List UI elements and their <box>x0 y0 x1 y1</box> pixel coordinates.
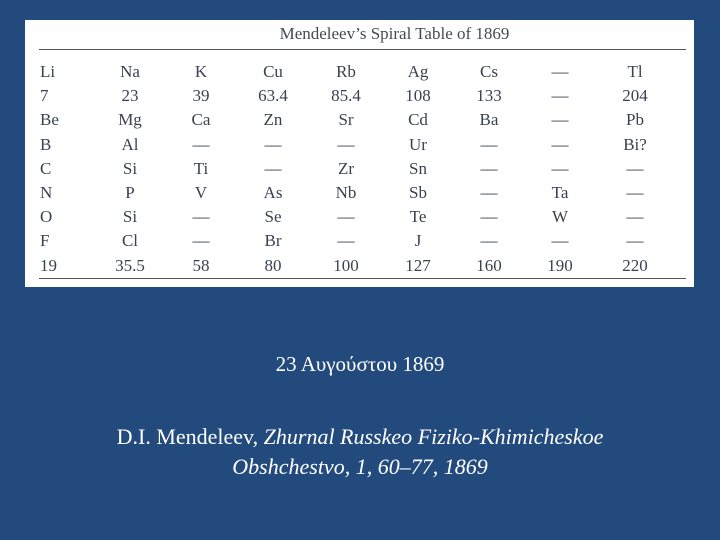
citation-author: D.I. Mendeleev, <box>116 424 264 449</box>
table-cell: — <box>480 134 498 154</box>
table-row <box>25 108 694 132</box>
table-cell: Bi? <box>623 134 647 154</box>
element-grid <box>25 60 694 278</box>
table-cell: O <box>40 207 53 227</box>
table-cell: — <box>264 134 282 154</box>
table-cell: N <box>40 182 53 202</box>
table-cell: 35.5 <box>115 255 145 275</box>
table-cell: Nb <box>335 182 357 202</box>
table-cell: 39 <box>192 86 210 106</box>
table-cell: — <box>480 182 498 202</box>
table-cell: — <box>192 207 210 227</box>
table-cell: — <box>626 158 644 178</box>
table-cell: Br <box>264 231 282 251</box>
table-cell: 63.4 <box>258 86 288 106</box>
table-cell: — <box>480 231 498 251</box>
table-cell: Ba <box>479 110 499 130</box>
table-cell: Zn <box>263 110 283 130</box>
table-cell: K <box>194 62 208 81</box>
table-cell: Na <box>120 62 140 81</box>
table-cell: 58 <box>192 255 210 275</box>
table-cell: — <box>626 231 644 251</box>
bottom-rule <box>39 278 686 279</box>
table-cell: Be <box>40 110 59 130</box>
table-cell: 7 <box>40 86 49 106</box>
table-cell: 19 <box>40 255 57 275</box>
table-cell: J <box>414 231 422 251</box>
table-cell: 23 <box>121 86 139 106</box>
table-cell: Si <box>122 207 138 227</box>
table-cell: 190 <box>547 255 573 275</box>
table-cell: Sb <box>409 182 427 202</box>
table-cell: W <box>551 207 569 227</box>
table-cell: — <box>551 134 569 154</box>
table-cell: — <box>192 231 210 251</box>
table-cell: — <box>480 207 498 227</box>
table-cell: Ur <box>409 134 427 154</box>
table-cell: Se <box>264 207 282 227</box>
table-cell: 80 <box>264 255 282 275</box>
table-cell: — <box>337 134 355 154</box>
table-cell: — <box>626 207 644 227</box>
table-row <box>25 60 694 84</box>
table-cell: C <box>40 158 52 178</box>
table-cell: — <box>626 182 644 202</box>
table-cell: Te <box>409 207 427 227</box>
table-cell: Ta <box>551 182 569 202</box>
table-cell: B <box>40 134 52 154</box>
table-cell: Cs <box>480 62 498 81</box>
table-cell: 220 <box>622 255 648 275</box>
table-cell: — <box>551 158 569 178</box>
spiral-table-figure <box>25 20 694 287</box>
table-cell: Mg <box>118 110 142 130</box>
table-title: Mendeleev’s Spiral Table of 1869 <box>279 24 510 43</box>
table-row <box>25 84 694 108</box>
publication-date: 23 Αυγούστου 1869 <box>275 352 445 376</box>
table-row <box>25 181 694 205</box>
table-cell: Sn <box>409 158 427 178</box>
table-cell: Si <box>122 158 138 178</box>
table-cell: 108 <box>405 86 431 106</box>
table-cell: Ca <box>191 110 211 130</box>
table-cell: Pb <box>626 110 644 130</box>
table-row <box>25 157 694 181</box>
table-cell: — <box>480 158 498 178</box>
table-cell: — <box>192 134 210 154</box>
table-cell: 85.4 <box>331 86 361 106</box>
table-cell: Cd <box>408 110 428 130</box>
table-cell: Al <box>121 134 139 154</box>
citation <box>0 422 720 482</box>
table-cell: Cl <box>121 231 139 251</box>
table-cell: P <box>125 182 135 202</box>
table-cell: — <box>551 62 569 81</box>
table-cell: Ag <box>407 62 429 81</box>
table-cell: — <box>551 231 569 251</box>
table-cell: Sr <box>338 110 354 130</box>
table-cell: V <box>194 182 208 202</box>
table-cell: — <box>337 207 355 227</box>
table-cell: — <box>337 231 355 251</box>
table-cell: 204 <box>622 86 648 106</box>
table-row <box>25 133 694 157</box>
table-cell: Tl <box>627 62 643 81</box>
table-row <box>25 254 694 278</box>
table-cell: — <box>551 86 569 106</box>
table-cell: Cu <box>263 62 283 81</box>
table-cell: 160 <box>476 255 502 275</box>
table-cell: F <box>40 231 50 251</box>
citation-journal: Zhurnal Russkeo Fiziko-Khimicheskoe <box>263 424 604 449</box>
table-cell: Li <box>40 62 56 81</box>
table-cell: 133 <box>476 86 502 106</box>
table-cell: 127 <box>405 255 431 275</box>
table-cell: Zr <box>337 158 355 178</box>
top-rule <box>39 49 686 50</box>
table-row <box>25 205 694 229</box>
table-cell: Rb <box>336 62 356 81</box>
citation-details: Obshchestvo, 1, 60–77, 1869 <box>232 454 488 479</box>
table-cell: Ti <box>193 158 209 178</box>
table-cell: As <box>263 182 283 202</box>
table-cell: — <box>264 158 282 178</box>
table-cell: 100 <box>333 255 359 275</box>
table-cell: — <box>551 110 569 130</box>
table-row <box>25 229 694 253</box>
